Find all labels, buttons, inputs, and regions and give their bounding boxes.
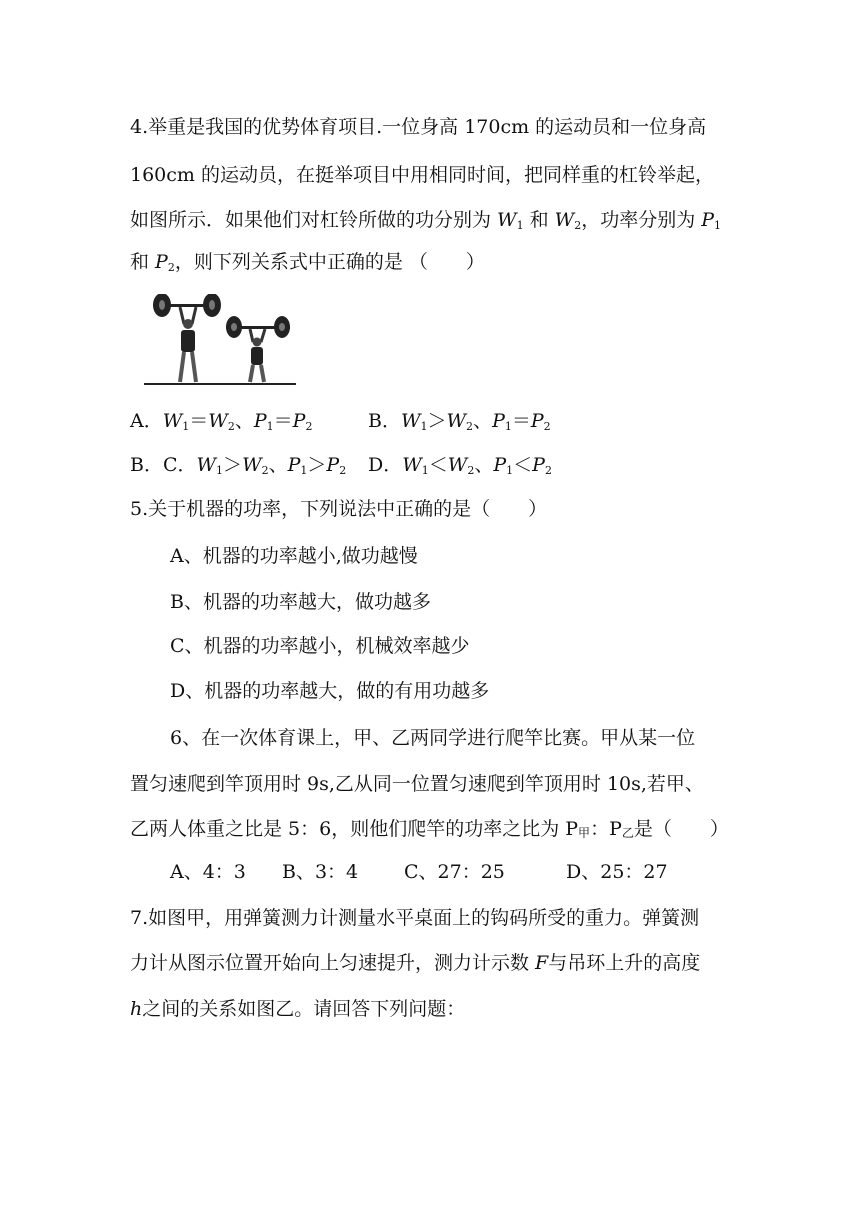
q4-line-1: 4.举重是我国的优势体育项目.一位身高 170cm 的运动员和一位身高 [130,116,707,138]
q6-line-3: 乙两人体重之比是 5：6，则他们爬竿的功率之比为 P甲：P乙是（ ） [130,818,729,840]
q6-option-d: D、25：27 [566,861,668,883]
q4-line-3: 如图所示．如果他们对杠铃所做的功分别为 $W_1$ 和 $W_2$，功率分别为 $P_1$ [130,209,722,232]
q6-option-b: B、3：4 [282,861,359,883]
q5-option-b: B、机器的功率越大，做功越多 [170,591,431,613]
q7-line-1: 7.如图甲，用弹簧测力计测量水平桌面上的钩码所受的重力。弹簧测 [130,907,700,929]
q4-option-d: D．$W_1<W_2$、$P_1<P_2$ [368,454,552,477]
q6-line-2: 置匀速爬到竿顶用时 9s,乙从同一位置匀速爬到竿顶用时 10s,若甲、 [130,773,704,795]
q7-line-3: h之间的关系如图乙。请回答下列问题： [130,998,466,1020]
q5-stem: 5.关于机器的功率，下列说法中正确的是（ ） [130,498,548,520]
q6-option-a: A、4：3 [170,861,246,883]
q5-option-a: A、机器的功率越小,做功越慢 [170,545,418,567]
q5-option-c: C、机器的功率越小，机械效率越少 [170,635,470,657]
q4-line-2: 160cm 的运动员，在挺举项目中用相同时间，把同样重的杠铃举起， [130,164,714,186]
q4-line-4: 和 $P_2$，则下列关系式中正确的是 （ ） [130,251,485,274]
q6-option-c: C、27：25 [404,861,505,883]
q4-option-a: A．$W_1=W_2$、$P_1=P_2$ [130,410,313,433]
q4-option-c: B．C．$W_1>W_2$、$P_1>P_2$ [130,454,347,477]
q4-option-b: B．$W_1>W_2$、$P_1=P_2$ [368,410,551,433]
q5-option-d: D、机器的功率越大，做的有用功越多 [170,680,490,702]
q7-line-2: 力计从图示位置开始向上匀速提升，测力计示数 F与吊环上升的高度 [130,952,701,974]
weightlifters-illustration [140,294,300,390]
q6-line-1: 6、在一次体育课上，甲、乙两同学进行爬竿比赛。甲从某一位 [170,727,696,749]
